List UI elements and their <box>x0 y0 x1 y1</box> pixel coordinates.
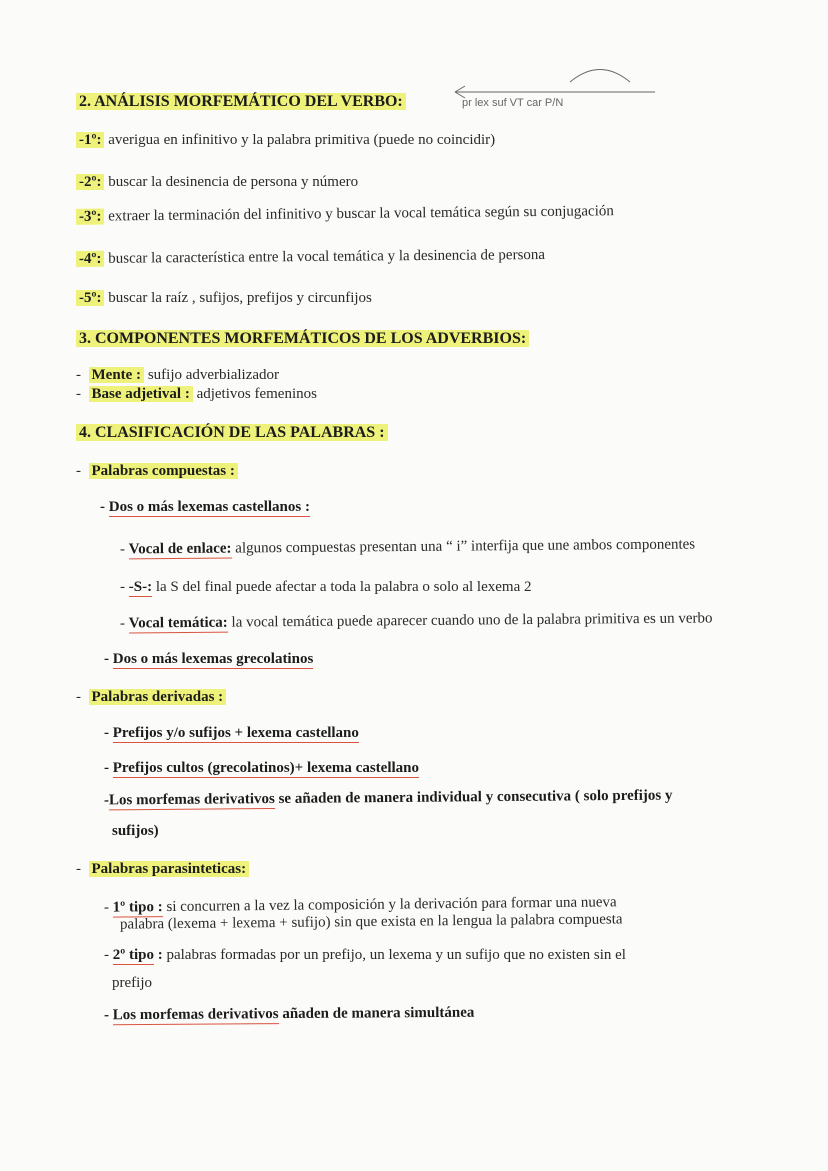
step-2: -2º: buscar la desinencia de persona y número <box>76 174 358 191</box>
tipo-2-item: - 2º tipo : palabras formadas por un prefijo, un lexema y un sufijo que no existen sin el <box>104 947 626 963</box>
tipo-2-cont: prefijo <box>112 975 152 991</box>
grecolatinos-item: - Dos o más lexemas grecolatinos <box>104 651 314 667</box>
tipo-1-item: - 1º tipo : si concurren a la vez la composición y la derivación para formar una nueva <box>103 894 617 916</box>
step-3: -3º: extraer la terminación del infinitivo y buscar la vocal temática según su conjugación <box>76 203 614 226</box>
adverb-item-base: - Base adjetival : adjetivos femeninos <box>76 386 317 402</box>
derivadas-label: - Palabras derivadas : <box>76 689 226 706</box>
handwritten-note <box>450 62 660 112</box>
castellanos-item: - Dos o más lexemas castellanos : <box>100 499 310 515</box>
morfemas-consecutiva-item: -Los morfemas derivativos se añaden de manera individual y consecutiva ( solo prefijos y <box>103 787 673 809</box>
step-4: -4º: buscar la característica entre la vocal temática y la desinencia de persona <box>76 247 545 268</box>
morfemas-consecutiva-cont: sufijos) <box>112 823 159 839</box>
svg-text:pr lex suf VT car P/N: pr lex suf VT car P/N <box>462 97 564 109</box>
tipo-1-cont: palabra (lexema + lexema + sufijo) sin que exista en la lengua la palabra compuesta <box>119 911 623 933</box>
step-5: -5º: buscar la raíz , sufijos, prefijos y circunfijos <box>76 290 372 307</box>
compuestas-label: - Palabras compuestas : <box>76 463 238 480</box>
section-2-heading <box>76 93 406 111</box>
prefijos-cultos-item: - Prefijos cultos (grecolatinos)+ lexema castellano <box>104 760 420 776</box>
vocal-enlace-item: - Vocal de enlace: algunos compuestas presentan una “ i” interfija que une ambos componentes <box>119 536 696 558</box>
prefijos-item: - Prefijos y/o sufijos + lexema castellano <box>104 725 359 741</box>
section-3-heading: 3. COMPONENTES MORFEMÁTICOS DE LOS ADVERBIOS: <box>76 330 529 348</box>
section-4-heading: 4. CLASIFICACIÓN DE LAS PALABRAS : <box>76 424 388 442</box>
morfemas-simultanea-item: - Los morfemas derivativos añaden de manera simultánea <box>103 1004 475 1024</box>
vocal-tematica-item: - Vocal temática: la vocal temática puede aparecer cuando uno de la palabra primitiva es un verbo <box>119 610 713 632</box>
parasinteticas-label: - Palabras parasinteticas: <box>76 861 249 878</box>
step-1: -1º: averigua en infinitivo y la palabra primitiva (puede no coincidir) <box>76 132 495 149</box>
heading-text: 2. ANÁLISIS MORFEMÁTICO DEL VERBO: <box>76 93 406 110</box>
adverb-item-mente: - Mente : sufijo adverbializador <box>76 367 280 383</box>
s-item: - -S-: la S del final puede afectar a toda la palabra o solo al lexema 2 <box>120 579 532 595</box>
